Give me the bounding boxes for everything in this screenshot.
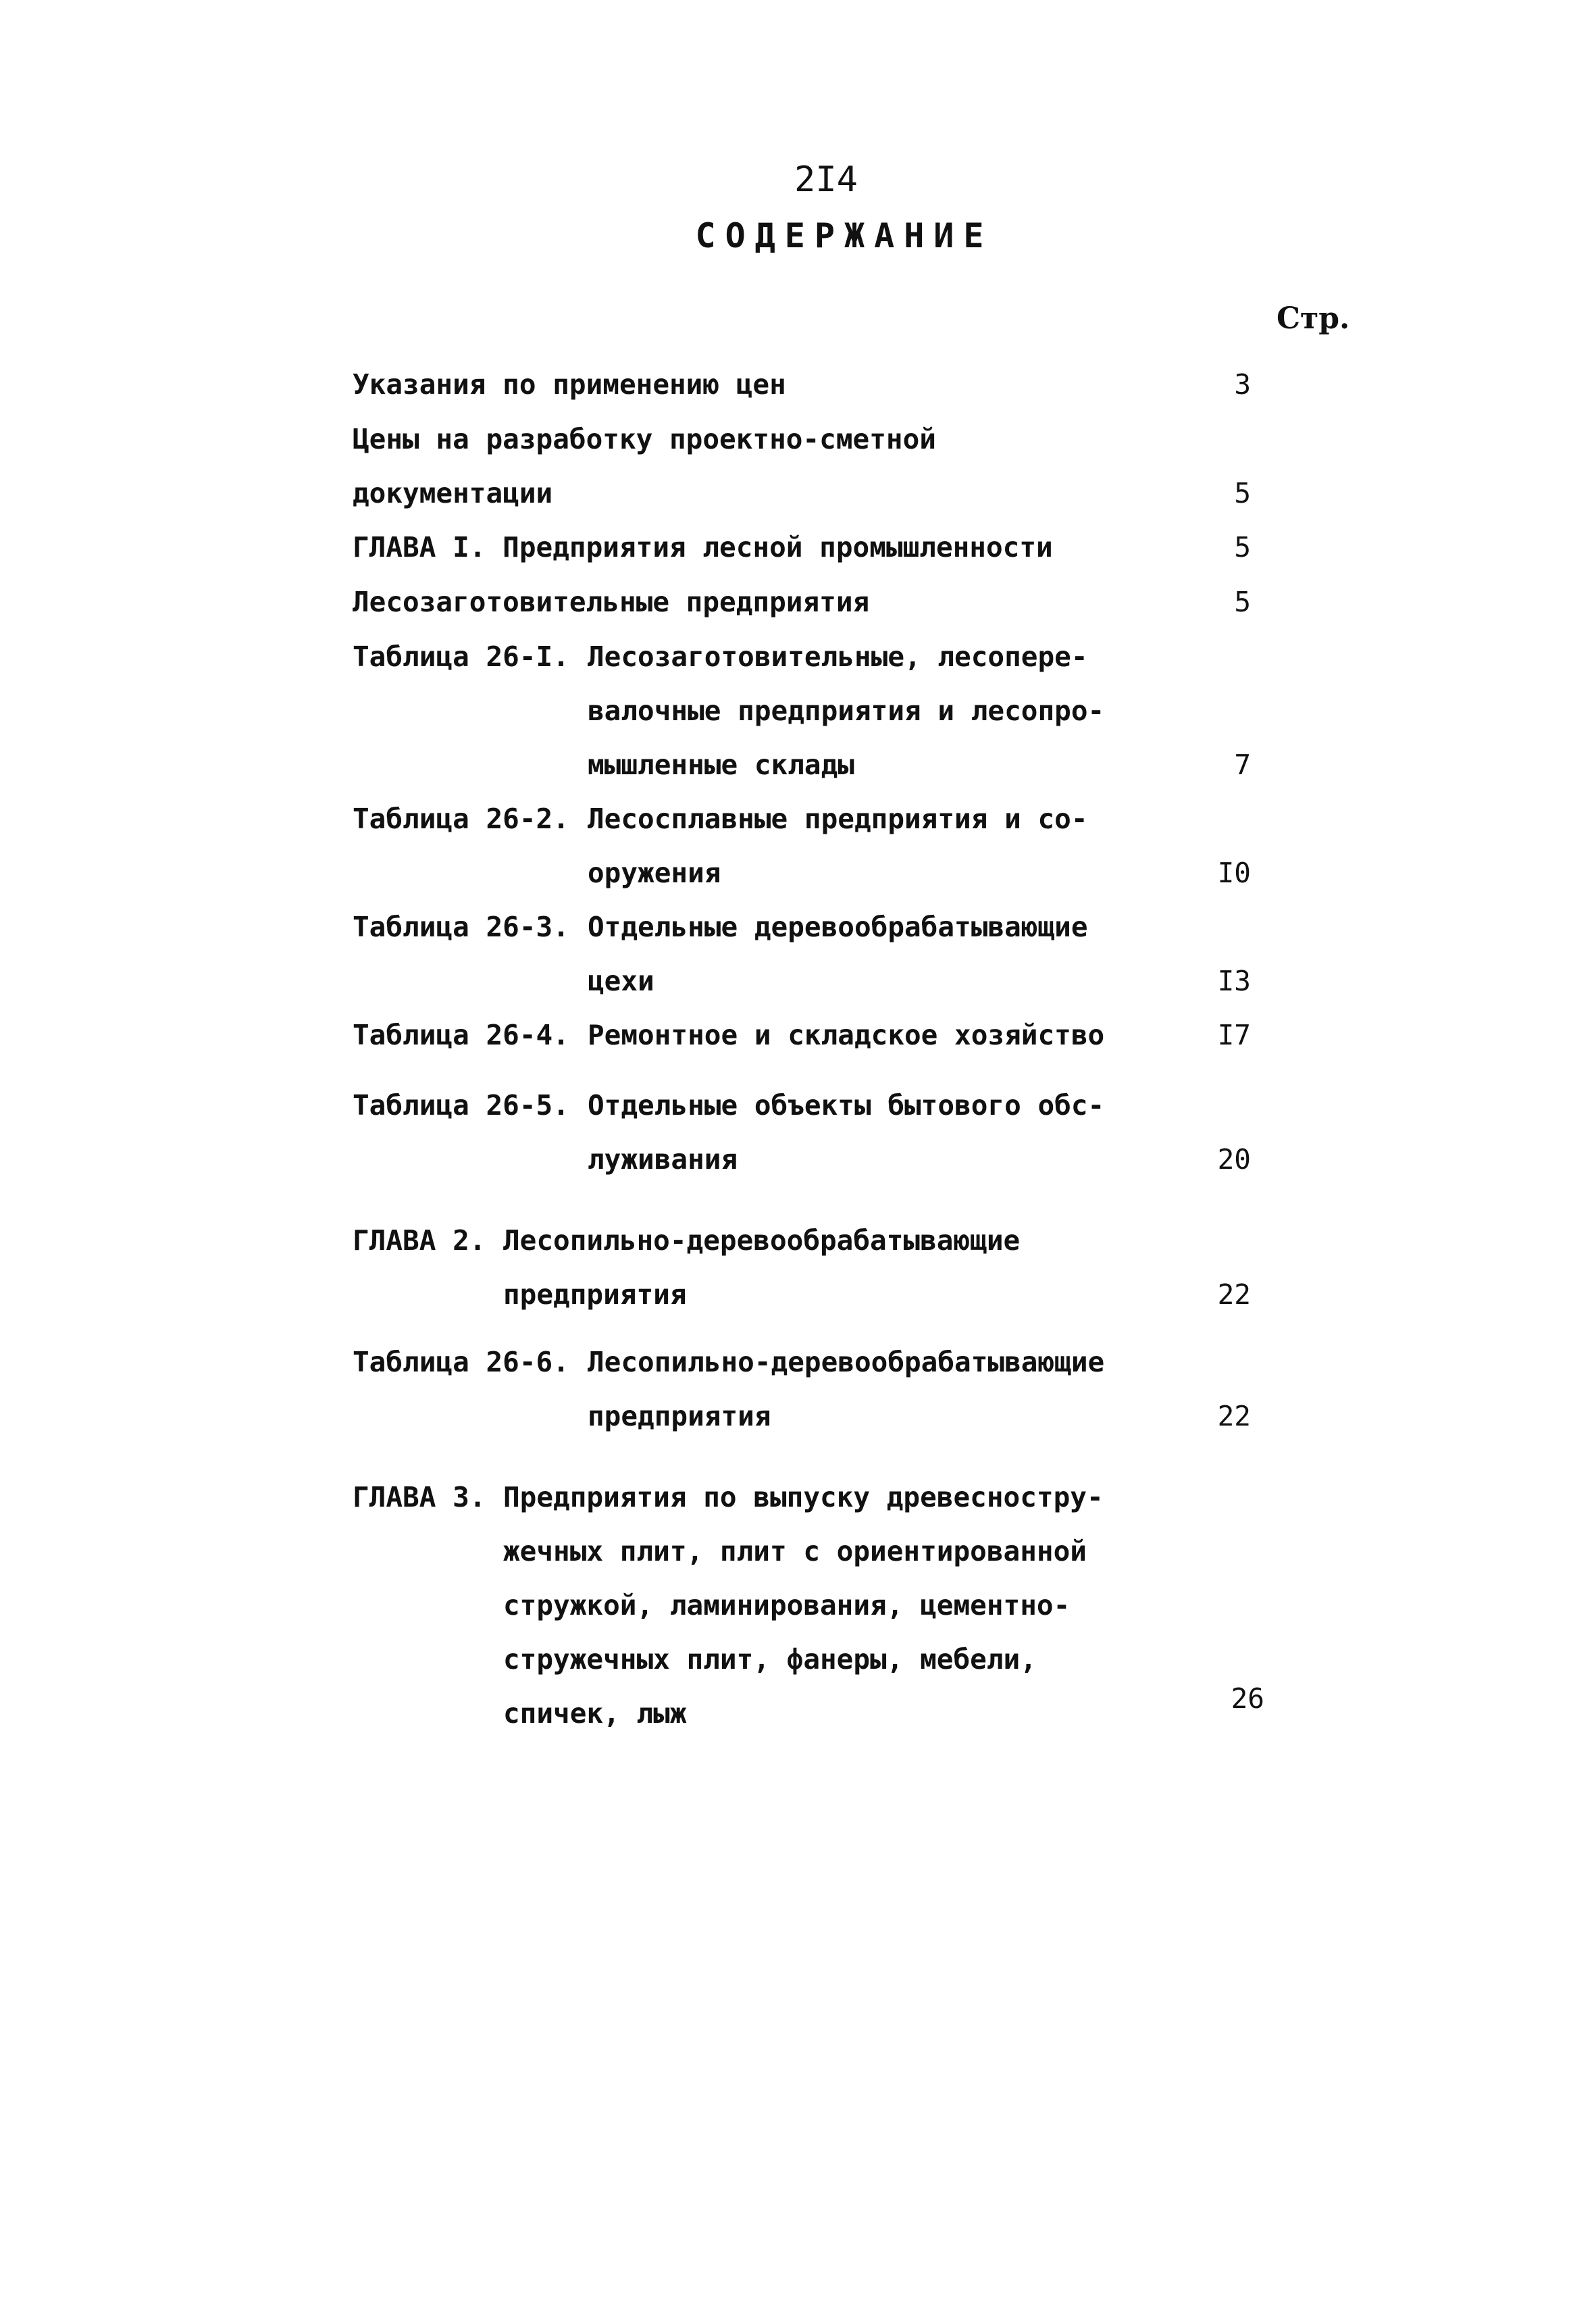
toc-entry-text: Лесопильно-деревообрабатывающие	[503, 1224, 1021, 1257]
toc-entry-text: валочные предприятия и лесопро-	[588, 695, 1105, 727]
toc-entry-page: I3	[1217, 965, 1251, 997]
toc-entry-label: Таблица 26-3.	[353, 911, 569, 943]
toc-entry-page: I7	[1217, 1019, 1251, 1051]
toc-entry-text: документации	[353, 477, 553, 509]
toc-entry-label: Таблица 26-6.	[353, 1346, 569, 1378]
toc-entry-text: оружения	[588, 857, 721, 889]
toc-entry-page: 20	[1217, 1143, 1251, 1176]
toc-entry-text: стружкой, ламинирования, цементно-	[503, 1589, 1071, 1621]
toc-entry-text: Лесопильно-деревообрабатывающие	[588, 1346, 1105, 1378]
toc-entry-text: Цены на разработку проектно-сметной	[353, 423, 936, 455]
page-column-header: Стр.	[1277, 301, 1350, 336]
toc-entry-label: Таблица 26-I.	[353, 640, 569, 673]
toc-entry-text: Лесосплавные предприятия и со-	[588, 803, 1088, 835]
toc-entry-page: 22	[1217, 1278, 1251, 1311]
toc-entry-page: 5	[1234, 531, 1251, 563]
toc-entry-page: 3	[1234, 368, 1251, 401]
toc-entry-label: Таблица 26-4.	[353, 1019, 569, 1051]
toc-entry-label: ГЛАВА 2.	[353, 1224, 486, 1257]
toc-entry-label: Таблица 26-2.	[353, 803, 569, 835]
toc-entry-text: Ремонтное и складское хозяйство	[588, 1019, 1105, 1051]
toc-entry-text: Лесозаготовительные предприятия	[353, 586, 870, 618]
toc-entry-text: цехи	[588, 965, 654, 997]
toc-entry-text: предприятия	[503, 1278, 687, 1311]
toc-entry-text: стружечных плит, фанеры, мебели,	[503, 1643, 1037, 1676]
toc-entry-text: Отдельные деревообрабатывающие	[588, 911, 1088, 943]
toc-entry-text: мышленные склады	[588, 749, 854, 781]
toc-entry-label: Таблица 26-5.	[353, 1089, 569, 1122]
toc-entry-text: жечных плит, плит с ориентированной	[503, 1535, 1087, 1567]
toc-entry-text: Лесозаготовительные, лесопере-	[588, 640, 1088, 673]
toc-entry-text: предприятия	[588, 1400, 771, 1432]
toc-entry-page: 5	[1234, 586, 1251, 618]
toc-entry-text: луживания	[588, 1143, 738, 1176]
toc-entry-page: I0	[1217, 857, 1251, 889]
toc-entry-text: Предприятия по выпуску древесностру-	[503, 1481, 1104, 1513]
page-title: СОДЕРЖАНИЕ	[695, 216, 994, 255]
page-number: 2I4	[794, 159, 858, 200]
toc-entry-text: Отдельные объекты бытового обс-	[588, 1089, 1105, 1122]
toc-entry-text: спичек, лыж	[503, 1697, 687, 1730]
toc-entry-text: ГЛАВА I. Предприятия лесной промышленности	[353, 531, 1053, 563]
toc-entry-text: Указания по применению цен	[353, 368, 786, 401]
toc-entry-page: 5	[1234, 477, 1251, 509]
toc-entry-page: 26	[1231, 1682, 1264, 1715]
toc-entry-label: ГЛАВА 3.	[353, 1481, 486, 1513]
toc-entry-page: 22	[1217, 1400, 1251, 1432]
toc-entry-page: 7	[1234, 749, 1251, 781]
